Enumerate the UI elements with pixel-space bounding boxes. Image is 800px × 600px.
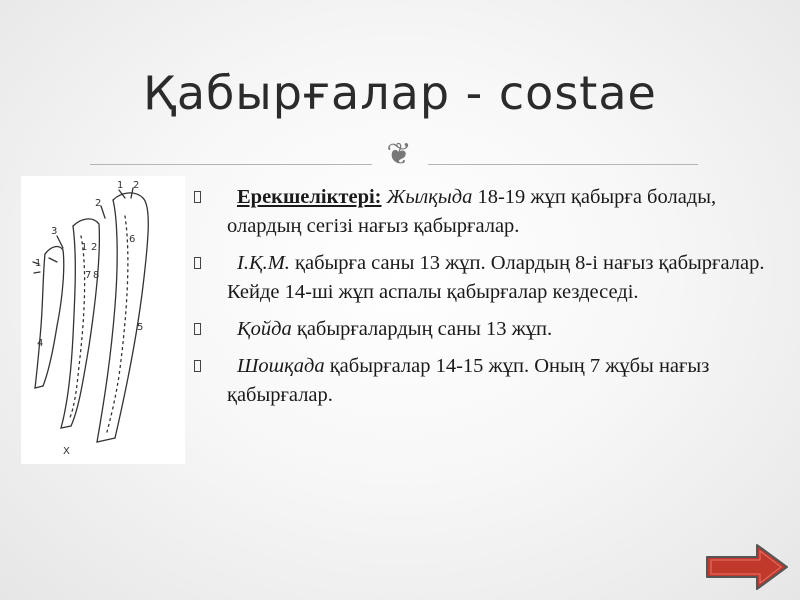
figure-label-4: 4 (37, 338, 44, 349)
bullet-box-icon (194, 257, 201, 269)
bullet-text: 18-19 жұп қабырға болады, олардың сегізі нағыз қабырғалар. (227, 186, 717, 237)
figure-label-1a: 1 (35, 258, 42, 269)
figure-label-3: 3 (51, 226, 58, 237)
species-name: Жылқыда (386, 186, 473, 208)
figure-label-5: 5 (137, 322, 144, 333)
bullet-box-icon (194, 360, 201, 372)
bullet-text: қабырғалар 14-15 жұп. Оның 7 жұбы нағыз қабырғалар. (227, 355, 710, 406)
list-item (190, 315, 780, 344)
divider-line-right (428, 164, 698, 165)
figure-label-2b: 2 (91, 242, 98, 253)
bullet-text: қабырғалардың саны 13 жұп. (291, 318, 553, 340)
slide-title: Қабырғалар - costae (143, 66, 657, 120)
species-name: Шошқада (237, 355, 325, 377)
features-label: Ерекшеліктері: (237, 186, 382, 208)
species-name: Қойда (237, 318, 292, 340)
ribs-illustration (21, 176, 185, 464)
ribs-drawing (21, 176, 185, 464)
figure-label-6: 6 (129, 234, 136, 245)
figure-label-1b: 1 (81, 242, 88, 253)
fleuron-divider-icon: ❦ (386, 137, 412, 172)
figure-label-8: 8 (93, 270, 100, 281)
bullet-box-icon (194, 191, 201, 203)
figure-label-2a: 2 (95, 198, 102, 209)
figure-label-2c: 2 (133, 180, 140, 191)
next-slide-button[interactable] (705, 543, 789, 591)
figure-label-7: 7 (85, 270, 92, 281)
bullet-text: қабырға саны 13 жұп. Олардың 8-і нағыз қабырғалар. Кейде 14-ші жұп аспалы қабырғалар кездеседі. (227, 252, 765, 303)
list-item (190, 352, 780, 410)
divider-line-left (90, 164, 372, 165)
bullet-box-icon (194, 323, 201, 335)
list-item (190, 249, 780, 307)
species-name: І.Қ.М. (237, 252, 290, 274)
figure-label-x: X (63, 446, 70, 457)
arrow-right-icon (705, 543, 789, 591)
figure-label-1c: 1 (117, 180, 124, 191)
list-item (190, 183, 780, 241)
bullet-list (190, 183, 780, 418)
